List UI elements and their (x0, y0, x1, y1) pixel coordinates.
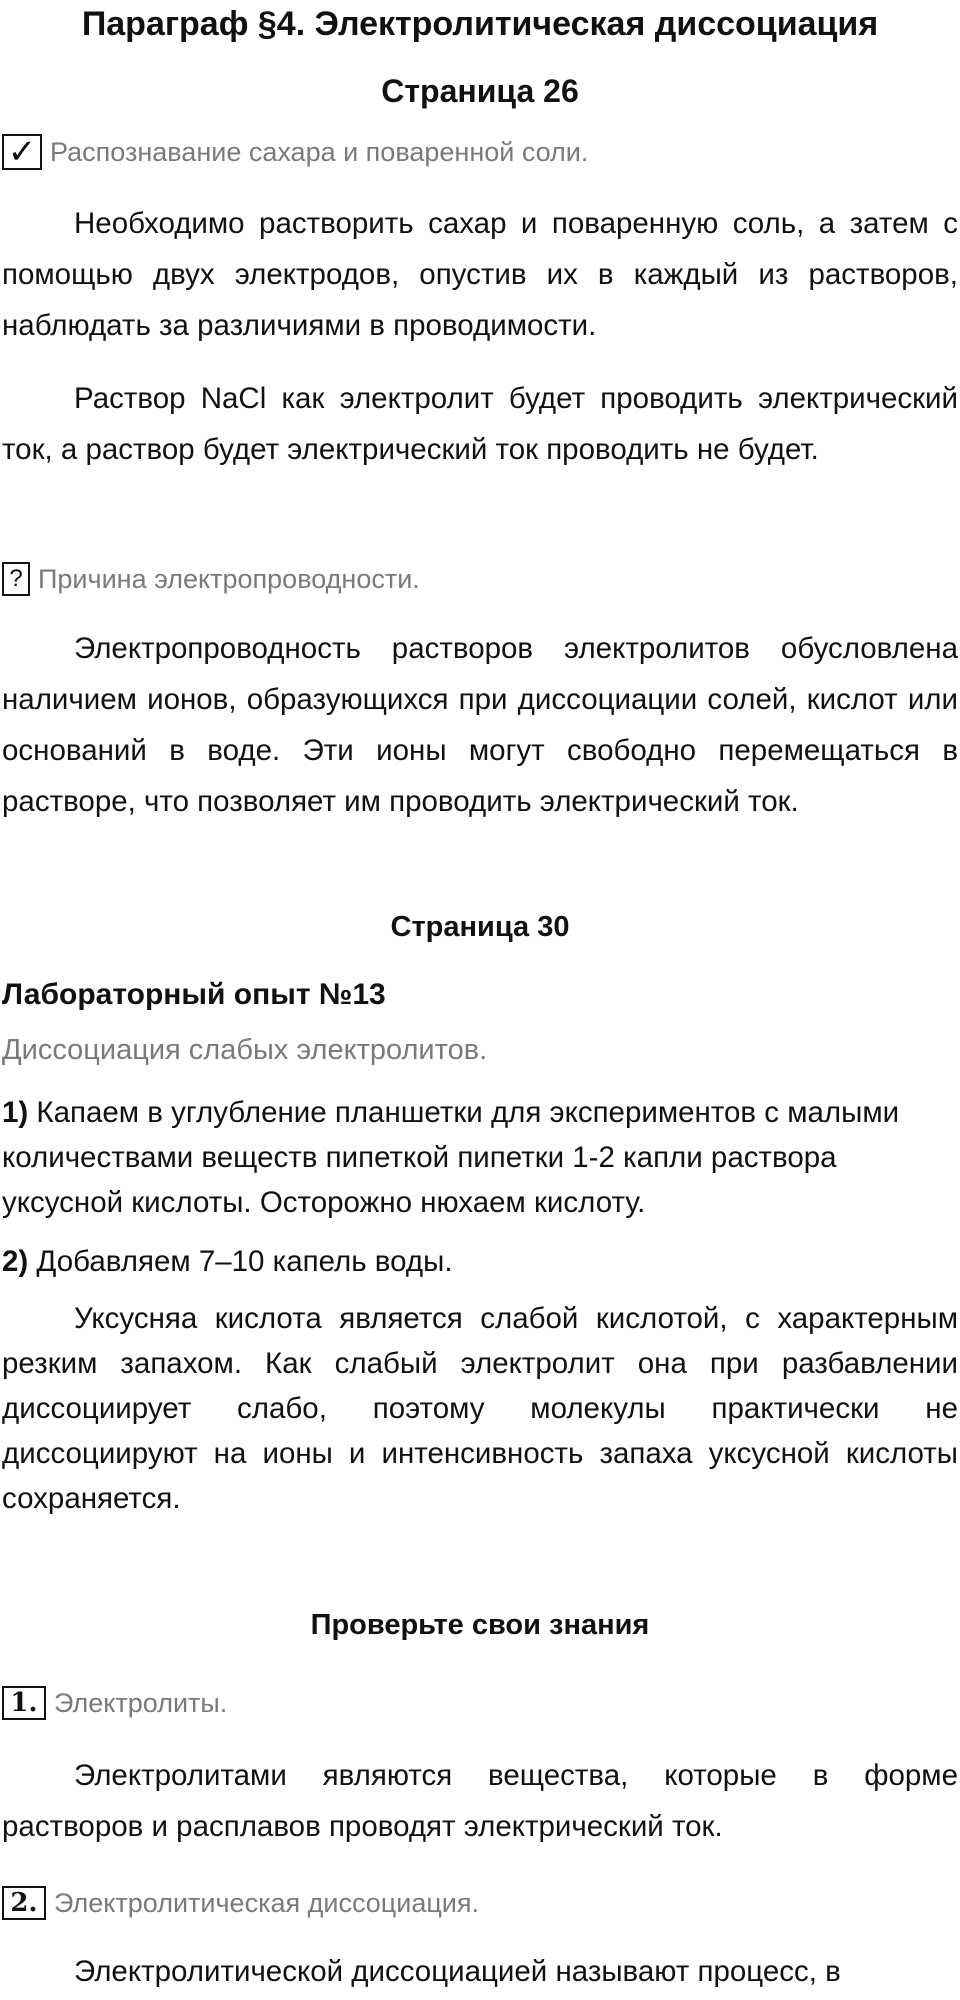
task-conductivity-reason (2, 562, 420, 596)
question-number-badge: 1. (2, 1686, 46, 1720)
step-number: 1) (2, 1096, 29, 1129)
step-text: Добавляем 7–10 капель воды. (28, 1245, 453, 1278)
question-number-badge: 2. (2, 1886, 46, 1920)
task-label: Причина электропроводности. (38, 563, 420, 594)
question-1 (2, 1686, 227, 1720)
section-heading-page-30: Страница 30 (390, 911, 570, 943)
paragraph-nacl: Раствор NaCl как электролит будет проводить электрический ток, а раствор будет электрический ток проводить не будет. (2, 382, 958, 466)
step-number: 2) (2, 1245, 29, 1278)
checkmark-icon: ✓ (2, 134, 42, 170)
question-label: Электролиты. (54, 1687, 228, 1718)
step-2 (2, 1239, 958, 1284)
task-recognition (2, 134, 588, 170)
section-heading-page-26: Страница 26 (381, 73, 579, 109)
lab-experiment-subtitle: Диссоциация слабых электролитов. (2, 1034, 488, 1066)
paragraph-conductivity: Электропроводность растворов электролитов обусловлена наличием ионов, образующихся при диссоциации солей, кислот или оснований в воде. Эти ионы могут свободно перемещаться в растворе, что позволяет им проводить электрический ток. (2, 632, 958, 818)
step-1 (2, 1090, 958, 1225)
task-label: Распознавание сахара и поваренной соли. (50, 136, 589, 167)
question-2 (2, 1886, 479, 1920)
question-label: Электролитическая диссоциация. (54, 1887, 479, 1918)
step-text: Капаем в углубление планшетки для экспериментов с малыми количествами веществ пипеткой пипетки 1-2 капли раствора уксусной кислоты. Осторожно нюхаем кислоту. (2, 1096, 900, 1219)
answer-1: Электролитами являются вещества, которые в форме растворов и расплавов проводят электрический ток. (2, 1759, 958, 1843)
section-heading-check-knowledge: Проверьте свои знания (310, 1609, 650, 1641)
answer-2: Электролитической диссоциацией называют процесс, в (74, 1955, 841, 1988)
question-mark-icon: ? (2, 562, 30, 596)
page-title: Параграф §4. Электролитическая диссоциация (81, 5, 879, 43)
lab-experiment-title: Лабораторный опыт №13 (2, 978, 386, 1011)
paragraph-acetic-acid: Уксусняа кислота является слабой кислотой, с характерным резким запахом. Как слабый электролит она при разбавлении диссоциирует слабо, поэтому молекулы практически не диссоциируют на ионы и интенсивность запаха уксусной кислоты сохраняется. (2, 1302, 958, 1515)
paragraph-dissolve: Необходимо растворить сахар и поваренную соль, а затем с помощью двух электродов, опустив их в каждый из растворов, наблюдать за различиями в проводимости. (2, 207, 958, 342)
